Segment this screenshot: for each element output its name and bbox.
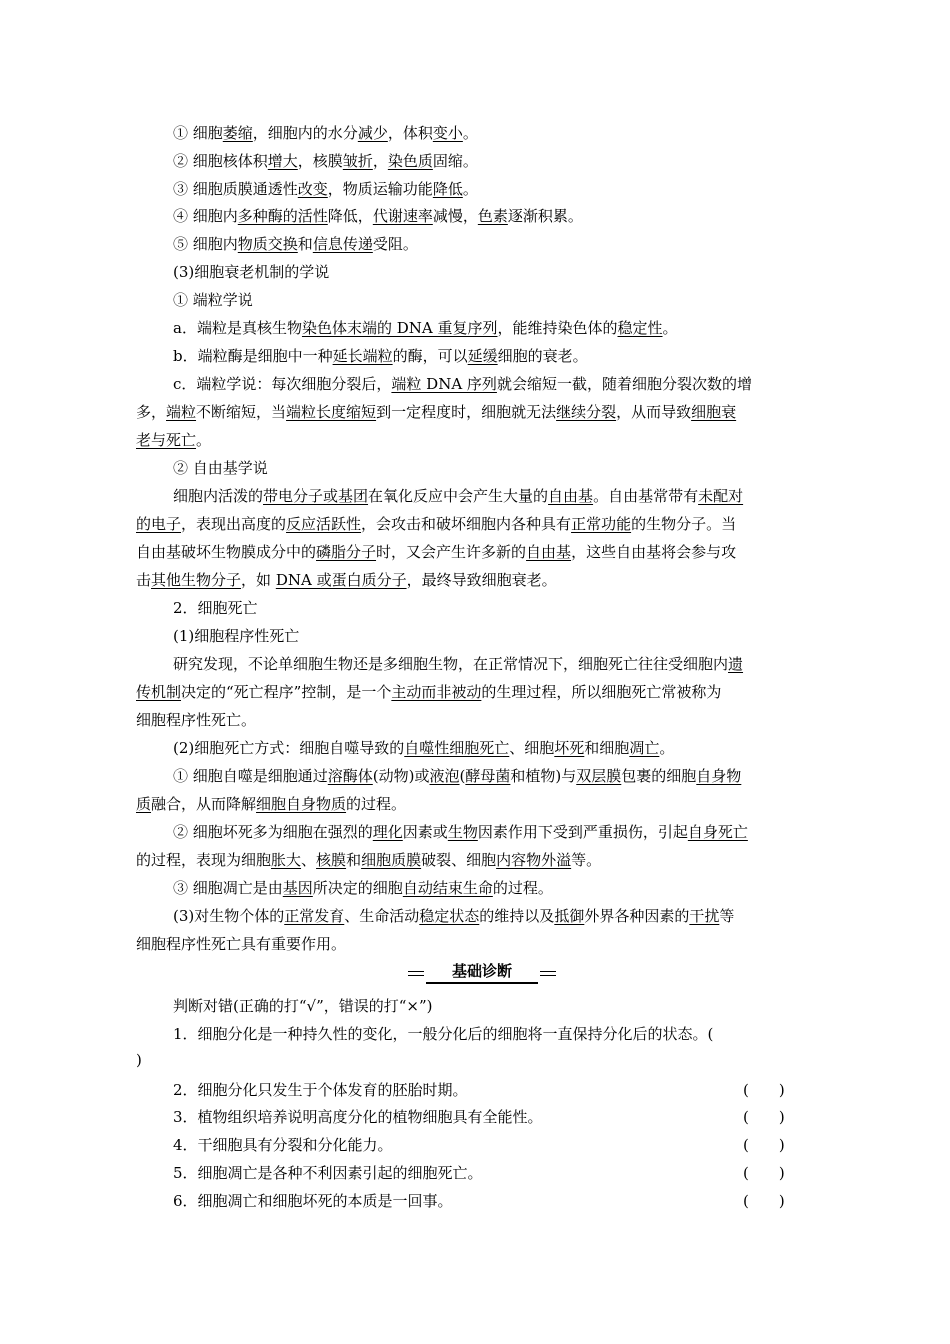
text-line	[173, 822, 748, 842]
underlined-term: 反应活跃性	[286, 515, 362, 533]
text-segment: 。	[462, 124, 478, 142]
text-line	[173, 234, 418, 254]
text-line	[173, 458, 268, 478]
text-line	[173, 738, 674, 758]
text-segment: 。	[659, 739, 675, 757]
text-segment: ，核膜	[297, 152, 343, 170]
text-segment: ，能维持染色体的	[497, 319, 618, 337]
underlined-term: 酵母菌	[465, 767, 511, 785]
underlined-term: 老与死亡	[136, 431, 197, 449]
text-segment: 5．细胞凋亡是各种不利因素引起的细胞死亡。	[173, 1164, 483, 1182]
text-segment: ② 细胞核体积	[173, 152, 268, 170]
underlined-term: 物质交换	[237, 235, 298, 253]
underlined-term: 自由基	[526, 543, 572, 561]
answer-blank: ( )	[743, 1164, 785, 1182]
text-segment: ，	[372, 152, 388, 170]
text-segment: 外界各种因素的	[584, 907, 690, 925]
text-segment: 和细胞	[584, 739, 630, 757]
text-segment: 决定的“死亡程序”控制，是一个	[181, 683, 392, 701]
text-segment: 的过程，表现为细胞	[136, 851, 272, 869]
text-segment: ，会攻击和破坏细胞内各种具有	[361, 515, 572, 533]
underlined-term: 端粒	[166, 403, 197, 421]
text-segment: 的过程。	[346, 795, 407, 813]
underlined-term: 胀大	[271, 851, 302, 869]
underlined-term: 自由基	[548, 487, 594, 505]
underlined-term: 双层膜	[576, 767, 622, 785]
text-segment: 细胞程序性死亡具有重要作用。	[136, 935, 347, 953]
text-line	[136, 570, 557, 590]
text-segment: ③ 细胞质膜通透性	[173, 180, 298, 198]
text-segment: ，这些自由基将会参与攻	[571, 543, 737, 561]
underlined-term: 变小	[432, 124, 463, 142]
text-segment: 的酶，可以	[392, 347, 468, 365]
text-segment: 6．细胞凋亡和细胞坏死的本质是一回事。	[173, 1192, 453, 1210]
underlined-term: 核膜	[316, 851, 347, 869]
text-line	[136, 514, 736, 534]
underlined-term: 细胞质膜	[361, 851, 422, 869]
underlined-term: 磷脂分子	[316, 543, 377, 561]
text-segment: 判断对错(正确的打“√”，错误的打“×”)	[173, 997, 433, 1015]
text-line	[173, 1191, 453, 1211]
underlined-term: 延长端粒	[332, 347, 393, 365]
badge-right-rule	[540, 971, 556, 976]
underlined-term: 正常发育	[284, 907, 345, 925]
underlined-term: 继续分裂	[556, 403, 617, 421]
underlined-term: 内容物外溢	[496, 851, 572, 869]
underlined-term: 降低	[432, 180, 463, 198]
underlined-term: 质	[136, 795, 152, 813]
text-segment: 、细胞	[509, 739, 555, 757]
underlined-term: 信息传递	[312, 235, 373, 253]
text-line	[136, 402, 736, 422]
text-line	[173, 123, 478, 143]
text-line	[173, 486, 743, 506]
text-segment: 。自由基常带有	[593, 487, 699, 505]
underlined-term: 遗	[728, 655, 744, 673]
underlined-term: 端粒 DNA 序列	[391, 375, 497, 393]
underlined-term: 细胞衰	[691, 403, 737, 421]
text-segment: 的过程。	[492, 879, 553, 897]
text-line	[136, 850, 601, 870]
text-line	[136, 710, 256, 730]
text-segment: 细胞程序性死亡。	[136, 711, 257, 729]
text-segment: 在氧化反应中会产生大量的	[368, 487, 549, 505]
text-line	[136, 682, 721, 702]
text-segment: ，如	[241, 571, 276, 589]
text-line	[173, 1107, 543, 1127]
text-segment: ② 自由基学说	[173, 459, 268, 477]
underlined-term: DNA 或蛋白质分子	[275, 571, 407, 589]
underlined-term: 的电子	[136, 515, 182, 533]
text-segment: 融合，从而降解	[151, 795, 257, 813]
underlined-term: 代谢速率	[372, 207, 433, 225]
text-segment: 。	[196, 431, 212, 449]
text-segment: ① 端粒学说	[173, 291, 253, 309]
text-segment: 破裂、细胞	[421, 851, 497, 869]
text-segment: ② 细胞坏死多为细胞在强烈的	[173, 823, 373, 841]
text-line	[173, 290, 253, 310]
text-segment: a．端粒是真核生物	[173, 319, 302, 337]
text-segment: 因素或	[402, 823, 448, 841]
text-line	[173, 1163, 483, 1183]
text-line	[173, 906, 734, 926]
text-line	[173, 206, 583, 226]
text-segment: 就会缩短一截，随着细胞分裂次数的增	[496, 375, 752, 393]
text-segment: c．端粒学说：每次细胞分裂后，	[173, 375, 392, 393]
text-segment: 的生理过程，所以细胞死亡常被称为	[481, 683, 722, 701]
text-segment: 不断缩短，当	[196, 403, 287, 421]
underlined-term: 主动而非被动	[391, 683, 482, 701]
text-segment: ，表现出高度的	[181, 515, 287, 533]
text-segment: 包裹的细胞	[621, 767, 697, 785]
underlined-term: 增大	[267, 152, 298, 170]
text-segment: 等。	[571, 851, 602, 869]
underlined-term: 抵御	[554, 907, 585, 925]
underlined-term: 端粒长度缩短	[286, 403, 377, 421]
text-segment: 细胞的衰老。	[497, 347, 588, 365]
text-segment: )	[136, 1051, 142, 1069]
text-segment: 2．细胞死亡	[173, 599, 258, 617]
underlined-term: 传机制	[136, 683, 182, 701]
underlined-term: 稳定状态	[419, 907, 480, 925]
text-line	[173, 1135, 393, 1155]
text-segment: 的维持以及	[479, 907, 555, 925]
text-line	[136, 794, 406, 814]
underlined-term: 其他生物分子	[151, 571, 242, 589]
underlined-term: 理化	[372, 823, 403, 841]
text-segment: ，体积	[387, 124, 433, 142]
text-segment: 降低，	[327, 207, 373, 225]
section-badge	[408, 960, 556, 984]
text-segment: ① 细胞自噬是细胞通过	[173, 767, 328, 785]
underlined-term: 萎缩	[222, 124, 253, 142]
answer-blank: ( )	[743, 1108, 785, 1126]
text-segment: 1．细胞分化是一种持久性的变化，一般分化后的细胞将一直保持分化后的状态。(	[173, 1025, 714, 1043]
text-segment: (3)对生物个体的	[173, 907, 285, 925]
text-segment: b．端粒酶是细胞中一种	[173, 347, 333, 365]
underlined-term: 基因	[282, 879, 313, 897]
text-segment: (2)细胞死亡方式：细胞自噬导致的	[173, 739, 405, 757]
text-segment: 等	[719, 907, 735, 925]
underlined-term: 凋亡	[629, 739, 660, 757]
underlined-term: 未配对	[698, 487, 744, 505]
underlined-term: 自身死亡	[687, 823, 748, 841]
text-line	[173, 996, 433, 1016]
text-line	[136, 934, 346, 954]
answer-blank: ( )	[743, 1192, 785, 1210]
underlined-term: 细胞自身物质	[256, 795, 347, 813]
text-segment: 3．植物组织培养说明高度分化的植物细胞具有全能性。	[173, 1108, 543, 1126]
underlined-term: 干扰	[689, 907, 720, 925]
text-segment: (3)细胞衰老机制的学说	[173, 263, 330, 281]
underlined-term: 改变	[297, 180, 328, 198]
text-segment: ③ 细胞凋亡是由	[173, 879, 283, 897]
text-segment: ④ 细胞内	[173, 207, 238, 225]
text-line	[136, 1050, 142, 1070]
text-segment: 减慢，	[432, 207, 478, 225]
underlined-term: 带电分子或基团	[263, 487, 369, 505]
text-segment: (动物)或	[372, 767, 430, 785]
text-segment: ，细胞内的水分	[252, 124, 358, 142]
text-line	[173, 1080, 468, 1100]
text-segment: 。	[662, 319, 678, 337]
text-segment: 因素作用下受到严重损伤，引起	[477, 823, 688, 841]
underlined-term: 液泡	[429, 767, 460, 785]
underlined-term: 自噬性细胞死亡	[404, 739, 510, 757]
underlined-term: 坏死	[554, 739, 585, 757]
text-segment: ⑤ 细胞内	[173, 235, 238, 253]
text-segment: ，最终导致细胞衰老。	[406, 571, 557, 589]
text-segment: 4．干细胞具有分裂和分化能力。	[173, 1136, 393, 1154]
badge-title: 基础诊断	[426, 960, 538, 984]
underlined-term: 正常功能	[571, 515, 632, 533]
text-segment: 的生物分子。当	[631, 515, 737, 533]
underlined-term: 皱折	[342, 152, 373, 170]
underlined-term: 染色质	[387, 152, 433, 170]
text-segment: 2．细胞分化只发生于个体发育的胚胎时期。	[173, 1081, 468, 1099]
text-line	[173, 179, 478, 199]
underlined-term: 稳定性	[617, 319, 663, 337]
text-segment: 多，	[136, 403, 167, 421]
text-segment: 和	[346, 851, 362, 869]
underlined-term: 色素	[477, 207, 508, 225]
text-segment: (1)细胞程序性死亡	[173, 627, 300, 645]
underlined-term: 自动结束生命	[402, 879, 493, 897]
text-line	[136, 430, 211, 450]
text-line	[136, 542, 736, 562]
text-segment: 到一定程度时，细胞就无法	[376, 403, 557, 421]
underlined-term: 染色体末端的 DNA 重复序列	[301, 319, 498, 337]
text-line	[173, 1024, 713, 1044]
underlined-term: 生物	[447, 823, 478, 841]
text-segment: ，物质运输功能	[327, 180, 433, 198]
text-segment: 研究发现，不论单细胞生物还是多细胞生物，在正常情况下，细胞死亡往往受细胞内	[173, 655, 729, 673]
text-segment: 受阻。	[372, 235, 418, 253]
underlined-term: 减少	[357, 124, 388, 142]
text-line	[173, 626, 299, 646]
text-segment: ，从而导致	[616, 403, 692, 421]
text-segment: 自由基破坏生物膜成分中的	[136, 543, 317, 561]
text-segment: 时，又会产生许多新的	[376, 543, 527, 561]
text-segment: 细胞内活泼的	[173, 487, 264, 505]
text-segment: 逐渐积累。	[507, 207, 583, 225]
text-line	[173, 878, 553, 898]
text-line	[173, 374, 752, 394]
text-segment: 。	[462, 180, 478, 198]
text-segment: 固缩。	[432, 152, 478, 170]
text-segment: 击	[136, 571, 152, 589]
text-line	[173, 346, 588, 366]
text-line	[173, 151, 478, 171]
underlined-term: 自身物	[696, 767, 742, 785]
underlined-term: 延缓	[467, 347, 498, 365]
text-segment: 所决定的细胞	[312, 879, 403, 897]
answer-blank: ( )	[743, 1136, 785, 1154]
text-segment: 和	[297, 235, 313, 253]
text-segment: ① 细胞	[173, 124, 223, 142]
badge-left-rule	[408, 971, 424, 976]
answer-blank: ( )	[743, 1081, 785, 1099]
text-segment: (	[459, 767, 466, 785]
text-line	[173, 318, 678, 338]
underlined-term: 多种酶的活性	[237, 207, 328, 225]
text-segment: 、	[301, 851, 317, 869]
text-line	[173, 654, 743, 674]
text-segment: 和植物)与	[510, 767, 577, 785]
text-line	[173, 766, 741, 786]
text-line	[173, 598, 258, 618]
text-line	[173, 262, 329, 282]
text-segment: 、生命活动	[344, 907, 420, 925]
underlined-term: 溶酶体	[327, 767, 373, 785]
